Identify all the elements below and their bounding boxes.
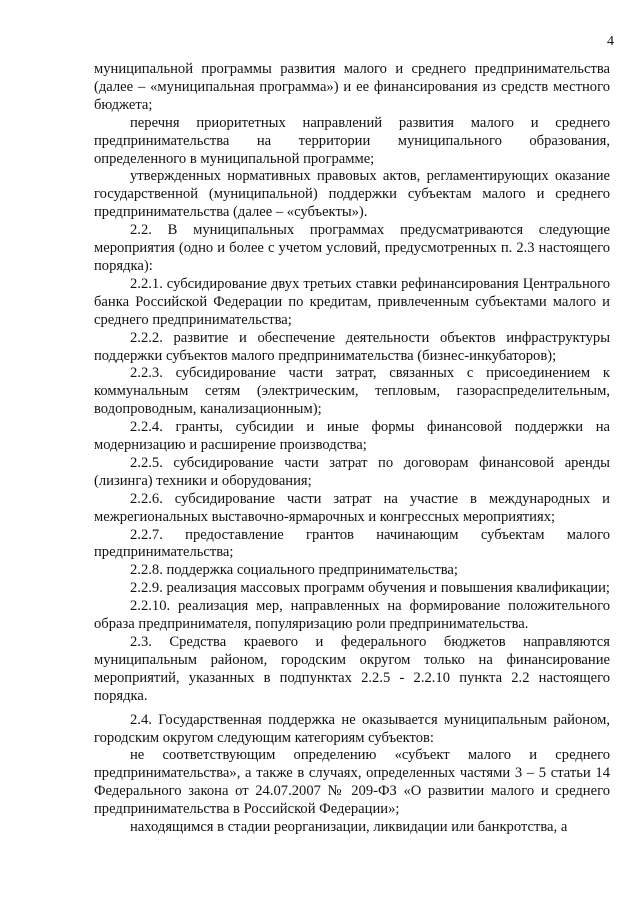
paragraph: муниципальной программы развития малого и среднего предпринимательства (далее – «муниципальная программа») и ее финансирования из средств местного бюджета;: [94, 61, 610, 113]
paragraph: 2.2.10. реализация мер, направленных на формирование положительного образа предпринимателя, популяризацию роли предпринимательства.: [94, 598, 610, 633]
paragraph: не соответствующим определению «субъект малого и среднего предпринимательства», а также в случаях, определенных частями 3 – 5 статьи 14 Федерального закона от 24.07.2007 № 209-ФЗ «О развитии малого и среднего предпринимательства в Российской Федерации»;: [94, 747, 610, 818]
paragraph: 2.2.5. субсидирование части затрат по договорам финансовой аренды (лизинга) техники и оборудования;: [94, 454, 610, 489]
paragraph: 2.2.1. субсидирование двух третьих ставки рефинансирования Центрального банка Российской Федерации по кредитам, привлеченным субъектами малого и среднего предпринимательства;: [94, 275, 610, 328]
paragraph: 2.2.8. поддержка социального предпринимательства;: [130, 562, 458, 579]
paragraph: находящимся в стадии реорганизации, ликвидации или банкротства, а: [130, 819, 568, 836]
paragraph: 2.2.7. предоставление грантов начинающим субъектам малого предпринимательства;: [94, 526, 610, 561]
paragraph: перечня приоритетных направлений развития малого и среднего предпринимательства на территории муниципального образования, определенного в муниципальной программе;: [94, 114, 610, 167]
paragraph: 2.2.4. гранты, субсидии и иные формы финансовой поддержки на модернизацию и расширение производства;: [94, 419, 610, 454]
paragraph: утвержденных нормативных правовых актов, регламентирующих оказание государственной (муниципальной) поддержки субъектам малого и среднего предпринимательства (далее – «субъекты»).: [94, 168, 610, 221]
paragraph: 2.2.9. реализация массовых программ обучения и повышения квалификации;: [130, 580, 610, 597]
paragraph: 2.2.3. субсидирование части затрат, связанных с присоединением к коммунальным сетям (электрическим, тепловым, газораспределительным, водопроводным, канализационным);: [94, 365, 610, 418]
paragraph: 2.2.2. развитие и обеспечение деятельности объектов инфраструктуры поддержки субъектов малого предпринимательства (бизнес-инкубаторов);: [94, 329, 610, 364]
document-body: [94, 61, 610, 837]
paragraph: 2.3. Средства краевого и федерального бюджетов направляются муниципальным районом, городским округом только на финансирование мероприятий, указанных в подпунктах 2.2.5 - 2.2.10 пункта 2.2 настоящего порядка.: [94, 634, 610, 704]
paragraph: 2.2.6. субсидирование части затрат на участие в международных и межрегиональных выставочно-ярмарочных и конгрессных мероприятиях;: [94, 490, 610, 525]
page-number: 4: [607, 34, 614, 49]
paragraph: 2.4. Государственная поддержка не оказывается муниципальным районом, городским округом следующим категориям субъектов:: [94, 711, 610, 746]
paragraph: 2.2. В муниципальных программах предусматриваются следующие мероприятия (одно и более с учетом условий, предусмотренных п. 2.3 настоящего порядка):: [94, 222, 610, 274]
